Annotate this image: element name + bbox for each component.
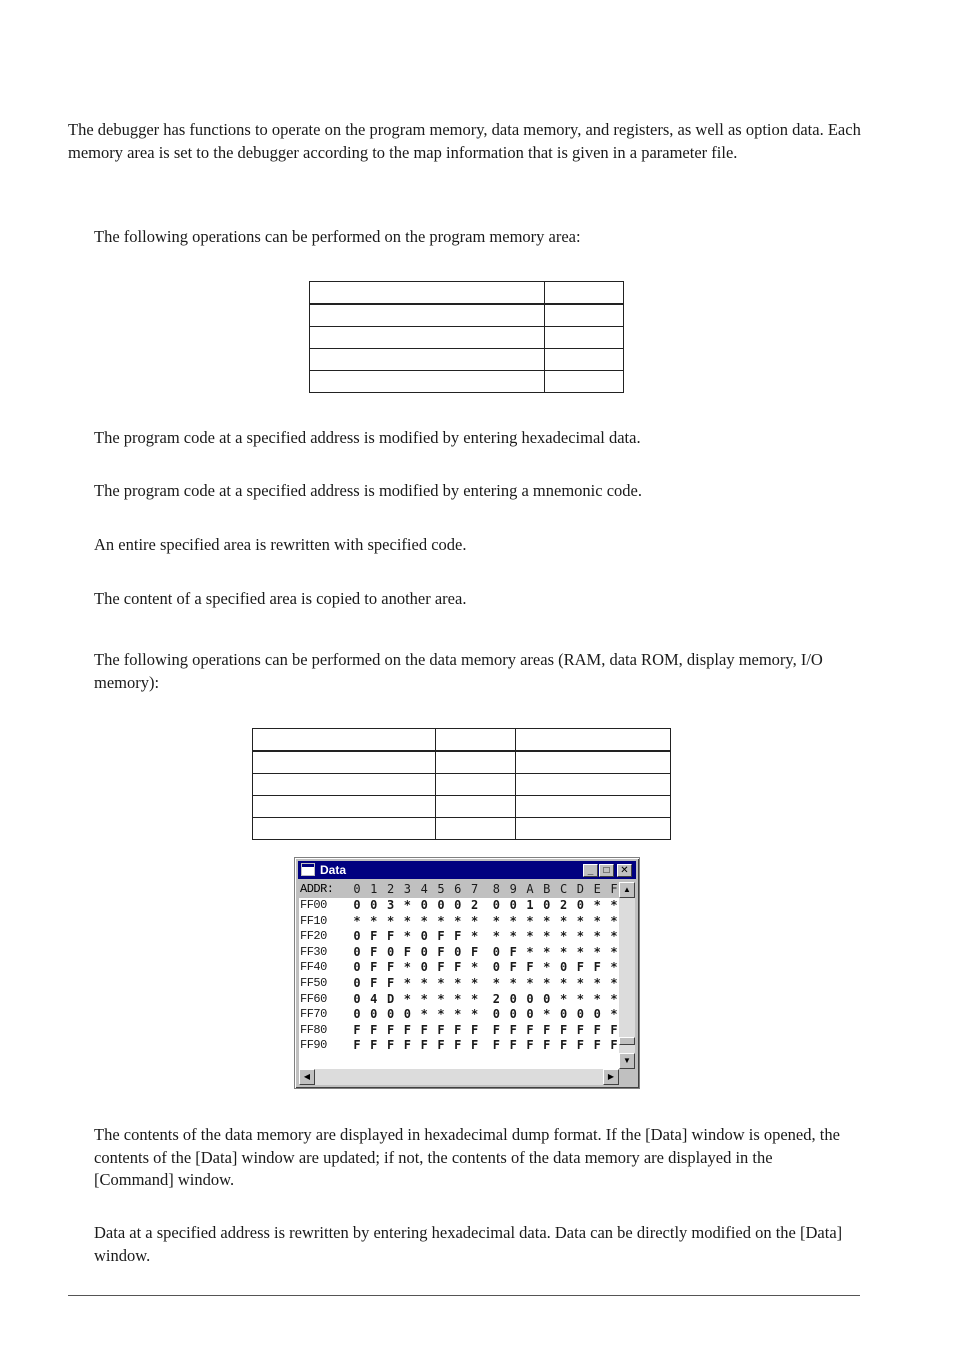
data-window-title: Data <box>320 863 347 877</box>
hex-cell[interactable]: 0 <box>492 898 500 912</box>
scroll-thumb[interactable] <box>619 1037 635 1045</box>
hex-cell[interactable]: F <box>509 944 517 959</box>
hex-cell[interactable]: * <box>559 913 568 928</box>
hex-cell[interactable]: 0 <box>353 944 361 959</box>
column-header: A <box>526 882 534 896</box>
hex-cell[interactable]: * <box>470 960 479 975</box>
hex-cell[interactable]: F <box>593 960 601 975</box>
scroll-right-button[interactable] <box>603 1069 619 1085</box>
hex-cell[interactable]: * <box>370 913 378 928</box>
hex-cell[interactable]: F <box>492 1038 500 1053</box>
table-header-row <box>310 282 624 305</box>
hex-cell[interactable]: 0 <box>492 1007 500 1022</box>
column-header: 9 <box>509 882 517 896</box>
table-row <box>253 818 671 840</box>
column-header: 3 <box>403 882 411 896</box>
hex-cell[interactable]: F <box>610 1038 618 1053</box>
hex-cell[interactable]: * <box>593 898 601 912</box>
hex-cell[interactable]: * <box>610 913 618 928</box>
table-row <box>253 774 671 796</box>
hex-cell[interactable]: 0 <box>353 1007 361 1022</box>
hex-cell[interactable]: F <box>370 1038 378 1053</box>
hex-cell[interactable]: * <box>576 991 584 1006</box>
hex-cell[interactable]: F <box>370 929 378 944</box>
hex-cell[interactable]: 2 <box>470 898 479 912</box>
hex-cell[interactable]: F <box>543 1038 551 1053</box>
table-row <box>310 349 624 371</box>
table-row <box>310 304 624 327</box>
maximize-button[interactable] <box>599 864 614 877</box>
hex-cell[interactable]: 0 <box>509 898 517 912</box>
hex-cell[interactable]: 0 <box>509 991 517 1006</box>
hex-cell[interactable]: * <box>437 913 445 928</box>
hex-cell[interactable]: 0 <box>420 944 428 959</box>
hex-cell[interactable]: * <box>559 976 568 990</box>
resize-grip-icon[interactable] <box>619 1069 635 1085</box>
hex-cell[interactable]: F <box>610 1022 618 1037</box>
hex-dump-view[interactable] <box>299 882 619 1069</box>
column-header: 8 <box>492 882 500 896</box>
table-header-row <box>253 729 671 752</box>
hex-cell[interactable]: F <box>437 929 445 944</box>
hex-cell[interactable]: * <box>353 913 361 928</box>
column-header: B <box>543 882 551 896</box>
hex-cell[interactable]: 0 <box>559 1007 568 1022</box>
hex-cell[interactable]: * <box>593 976 601 990</box>
intro-paragraph: The debugger has functions to operate on the program memory, data memory, and registers, as well as option data. Each memory area is set to the debugger according to the map information that is given in a parameter file. <box>68 120 861 162</box>
data-op-description: The contents of the data memory are displayed in hexadecimal dump format. If the [Data] window is opened, the contents of the [Data] window are updated; if not, the contents of the data memory are displayed in the [Command] window. <box>94 1125 840 1189</box>
maximize-icon: □ <box>603 865 610 876</box>
data-window[interactable] <box>294 857 640 1089</box>
hex-cell[interactable]: * <box>470 929 479 944</box>
hex-cell[interactable]: 0 <box>353 976 361 990</box>
data-op-description: Data at a specified address is rewritten by entering hexadecimal data. Data can be directly modified on the [Data] window. <box>94 1223 843 1265</box>
hex-cell[interactable]: F <box>386 960 395 975</box>
close-button[interactable] <box>617 864 632 877</box>
row-address: FF40 <box>300 960 327 975</box>
row-address: FF90 <box>300 1038 327 1053</box>
program-op-description: The program code at a specified address is modified by entering a mnemonic code. <box>94 481 642 500</box>
hex-cell[interactable]: * <box>492 976 500 990</box>
hex-cell[interactable]: F <box>437 944 445 959</box>
hex-cell[interactable]: 0 <box>370 898 378 912</box>
hex-cell[interactable]: * <box>403 929 411 944</box>
hex-cell[interactable]: 0 <box>353 991 361 1006</box>
hex-cell[interactable]: 2 <box>559 898 568 912</box>
hex-cell[interactable]: F <box>437 1022 445 1037</box>
hex-cell[interactable]: F <box>576 960 584 975</box>
hex-cell[interactable]: F <box>370 960 378 975</box>
hex-cell[interactable]: 0 <box>492 944 500 959</box>
hex-cell[interactable]: F <box>370 1022 378 1037</box>
hex-cell[interactable]: F <box>454 1038 462 1053</box>
hex-cell[interactable]: * <box>454 976 462 990</box>
hex-cell[interactable]: F <box>386 976 395 990</box>
hex-cell[interactable]: * <box>526 913 534 928</box>
hex-cell[interactable]: F <box>526 960 534 975</box>
column-header: 4 <box>420 882 428 896</box>
hex-cell[interactable]: * <box>420 976 428 990</box>
data-window-titlebar[interactable] <box>298 861 636 879</box>
program-memory-intro: The following operations can be performed on the program memory area: <box>94 227 581 246</box>
hex-cell[interactable]: * <box>420 1007 428 1022</box>
hex-cell[interactable]: 0 <box>526 1007 534 1022</box>
hex-cell[interactable]: * <box>543 929 551 944</box>
data-memory-table <box>252 728 671 840</box>
hex-cell[interactable]: * <box>610 929 618 944</box>
hex-cell[interactable]: * <box>543 960 551 975</box>
scroll-left-button[interactable] <box>299 1069 315 1085</box>
hex-cell[interactable]: 0 <box>353 960 361 975</box>
hex-cell[interactable]: * <box>593 913 601 928</box>
program-op-description: The program code at a specified address is modified by entering hexadecimal data. <box>94 428 641 447</box>
program-op-description: The content of a specified area is copied to another area. <box>94 589 467 608</box>
hex-cell[interactable]: * <box>454 991 462 1006</box>
hex-cell[interactable]: * <box>593 944 601 959</box>
hex-cell[interactable]: 0 <box>454 898 462 912</box>
hex-cell[interactable]: F <box>420 1038 428 1053</box>
hex-cell[interactable]: 0 <box>543 991 551 1006</box>
hex-cell[interactable]: * <box>509 976 517 990</box>
hex-cell[interactable]: * <box>420 991 428 1006</box>
hex-cell[interactable]: * <box>509 929 517 944</box>
hex-cell[interactable]: 0 <box>576 1007 584 1022</box>
hex-cell[interactable]: F <box>559 1022 568 1037</box>
row-address: FF30 <box>300 944 327 959</box>
hex-cell[interactable]: * <box>543 1007 551 1022</box>
hex-cell[interactable]: 1 <box>526 898 534 912</box>
hex-cell[interactable]: * <box>492 913 500 928</box>
hex-cell[interactable]: * <box>576 913 584 928</box>
vertical-scrollbar[interactable] <box>619 882 635 1069</box>
hex-cell[interactable]: F <box>576 1022 584 1037</box>
hex-cell[interactable]: F <box>470 944 479 959</box>
column-header: 6 <box>454 882 462 896</box>
hex-cell[interactable]: * <box>403 913 411 928</box>
hex-cell[interactable]: F <box>437 960 445 975</box>
hex-cell[interactable]: * <box>610 976 618 990</box>
hex-cell[interactable]: F <box>420 1022 428 1037</box>
hex-cell[interactable]: * <box>593 991 601 1006</box>
scroll-up-button[interactable] <box>619 882 635 898</box>
column-header: D <box>576 882 584 896</box>
hex-cell[interactable]: * <box>470 976 479 990</box>
hex-cell[interactable]: F <box>470 1038 479 1053</box>
hex-cell[interactable]: F <box>386 929 395 944</box>
column-header: 1 <box>370 882 378 896</box>
hex-cell[interactable]: 0 <box>386 1007 395 1022</box>
row-address: FF00 <box>300 898 327 912</box>
hex-cell[interactable]: F <box>353 1022 361 1037</box>
hex-cell[interactable]: * <box>526 929 534 944</box>
row-address: FF60 <box>300 991 327 1006</box>
hex-cell[interactable]: F <box>509 1022 517 1037</box>
hex-cell[interactable]: F <box>403 1038 411 1053</box>
hex-cell[interactable]: * <box>543 944 551 959</box>
hex-cell[interactable]: 0 <box>593 1007 601 1022</box>
hex-cell[interactable]: 0 <box>353 898 361 912</box>
scroll-down-button[interactable] <box>619 1053 635 1069</box>
hex-cell[interactable]: 0 <box>420 960 428 975</box>
minimize-button[interactable] <box>583 864 598 877</box>
hex-cell[interactable]: * <box>526 944 534 959</box>
hex-cell[interactable]: 0 <box>492 960 500 975</box>
hex-cell[interactable]: F <box>386 1022 395 1037</box>
column-header: 5 <box>437 882 445 896</box>
hex-column-header <box>299 882 619 898</box>
hex-cell[interactable]: 3 <box>386 898 395 912</box>
row-address: FF50 <box>300 976 327 990</box>
row-address: FF20 <box>300 929 327 944</box>
hex-cell[interactable]: * <box>559 991 568 1006</box>
hex-cell[interactable]: * <box>543 976 551 990</box>
hex-cell[interactable]: * <box>576 944 584 959</box>
hex-cell[interactable]: * <box>437 1007 445 1022</box>
hex-cell[interactable]: F <box>403 944 411 959</box>
data-memory-intro: The following operations can be performed on the data memory areas (RAM, data ROM, display memory, I/O memory): <box>94 650 823 692</box>
hex-cell[interactable]: F <box>593 1038 601 1053</box>
table-row <box>310 327 624 349</box>
hex-cell[interactable]: 0 <box>386 944 395 959</box>
arrow-up-icon: ▲ <box>623 885 631 894</box>
hex-cell[interactable]: * <box>576 976 584 990</box>
hex-cell[interactable]: F <box>526 1038 534 1053</box>
table-row <box>310 371 624 393</box>
hex-cell[interactable]: 0 <box>576 898 584 912</box>
hex-cell[interactable]: * <box>437 976 445 990</box>
hex-cell[interactable]: * <box>454 913 462 928</box>
hex-cell[interactable]: F <box>543 1022 551 1037</box>
hex-cell[interactable]: F <box>370 944 378 959</box>
hex-cell[interactable]: * <box>403 976 411 990</box>
hex-cell[interactable]: * <box>543 913 551 928</box>
hex-cell[interactable]: F <box>593 1022 601 1037</box>
hex-cell[interactable]: 2 <box>492 991 500 1006</box>
hex-cell[interactable]: F <box>454 929 462 944</box>
hex-cell[interactable]: F <box>470 1022 479 1037</box>
hex-cell[interactable]: 0 <box>526 991 534 1006</box>
table-row <box>253 796 671 818</box>
hex-cell[interactable]: 0 <box>543 898 551 912</box>
program-memory-table <box>309 281 624 393</box>
hex-cell[interactable]: F <box>370 976 378 990</box>
hex-cell[interactable]: F <box>454 1022 462 1037</box>
hex-cell[interactable]: 0 <box>559 960 568 975</box>
column-header: C <box>559 882 568 896</box>
column-header: F <box>610 882 618 896</box>
hex-cell[interactable]: 4 <box>370 991 378 1006</box>
hex-cell[interactable]: * <box>437 991 445 1006</box>
hex-cell[interactable]: * <box>470 991 479 1006</box>
close-icon: ✕ <box>620 865 629 876</box>
hex-cell[interactable]: * <box>593 929 601 944</box>
arrow-right-icon: ▶ <box>607 1072 615 1081</box>
row-address: FF80 <box>300 1022 327 1037</box>
hex-cell[interactable]: * <box>420 913 428 928</box>
hex-cell[interactable]: 0 <box>420 929 428 944</box>
hex-cell[interactable]: * <box>509 913 517 928</box>
hex-cell[interactable]: F <box>403 1022 411 1037</box>
window-icon <box>302 864 314 875</box>
hex-cell[interactable]: * <box>559 929 568 944</box>
hex-cell[interactable]: 0 <box>353 929 361 944</box>
hex-cell[interactable]: F <box>492 1022 500 1037</box>
arrow-left-icon: ◀ <box>303 1072 311 1081</box>
hex-cell[interactable]: F <box>559 1038 568 1053</box>
hex-cell[interactable]: * <box>576 929 584 944</box>
hex-cell[interactable]: * <box>386 913 395 928</box>
footer-rule <box>68 1295 860 1296</box>
hex-cell[interactable]: * <box>454 1007 462 1022</box>
hex-cell[interactable]: 0 <box>509 1007 517 1022</box>
horizontal-scrollbar[interactable] <box>299 1069 619 1085</box>
program-op-description: An entire specified area is rewritten with specified code. <box>94 535 467 554</box>
hex-cell[interactable]: * <box>526 976 534 990</box>
hex-cell[interactable]: * <box>610 960 618 975</box>
hex-cell[interactable]: * <box>559 944 568 959</box>
hex-cell[interactable]: * <box>470 913 479 928</box>
hex-cell[interactable]: F <box>437 1038 445 1053</box>
hex-cell[interactable]: F <box>509 960 517 975</box>
arrow-down-icon: ▼ <box>623 1056 631 1065</box>
hex-cell[interactable]: 0 <box>420 898 428 912</box>
hex-cell[interactable]: F <box>509 1038 517 1053</box>
hex-cell[interactable]: 0 <box>403 1007 411 1022</box>
hex-cell[interactable]: 0 <box>454 944 462 959</box>
row-address: FF70 <box>300 1007 327 1022</box>
column-header: 2 <box>386 882 395 896</box>
hex-cell[interactable]: 0 <box>370 1007 378 1022</box>
minimize-icon: _ <box>587 865 594 876</box>
hex-cell[interactable]: F <box>353 1038 361 1053</box>
hex-cell[interactable]: F <box>576 1038 584 1053</box>
hex-cell[interactable]: * <box>610 898 618 912</box>
hex-cell[interactable]: * <box>610 944 618 959</box>
column-header: 7 <box>470 882 479 896</box>
hex-cell[interactable]: 0 <box>437 898 445 912</box>
hex-cell[interactable]: D <box>386 991 395 1006</box>
hex-cell[interactable]: * <box>403 960 411 975</box>
addr-header: ADDR: <box>300 882 334 896</box>
column-header: E <box>593 882 601 896</box>
hex-cell[interactable]: * <box>470 1007 479 1022</box>
hex-cell[interactable]: * <box>403 991 411 1006</box>
hex-cell[interactable]: * <box>403 898 411 912</box>
hex-cell[interactable]: F <box>454 960 462 975</box>
hex-cell[interactable]: * <box>610 991 618 1006</box>
hex-cell[interactable]: F <box>386 1038 395 1053</box>
row-address: FF10 <box>300 913 327 928</box>
table-row <box>253 751 671 774</box>
hex-cell[interactable]: * <box>492 929 500 944</box>
column-header: 0 <box>353 882 361 896</box>
hex-cell[interactable]: F <box>526 1022 534 1037</box>
hex-cell[interactable]: * <box>610 1007 618 1022</box>
